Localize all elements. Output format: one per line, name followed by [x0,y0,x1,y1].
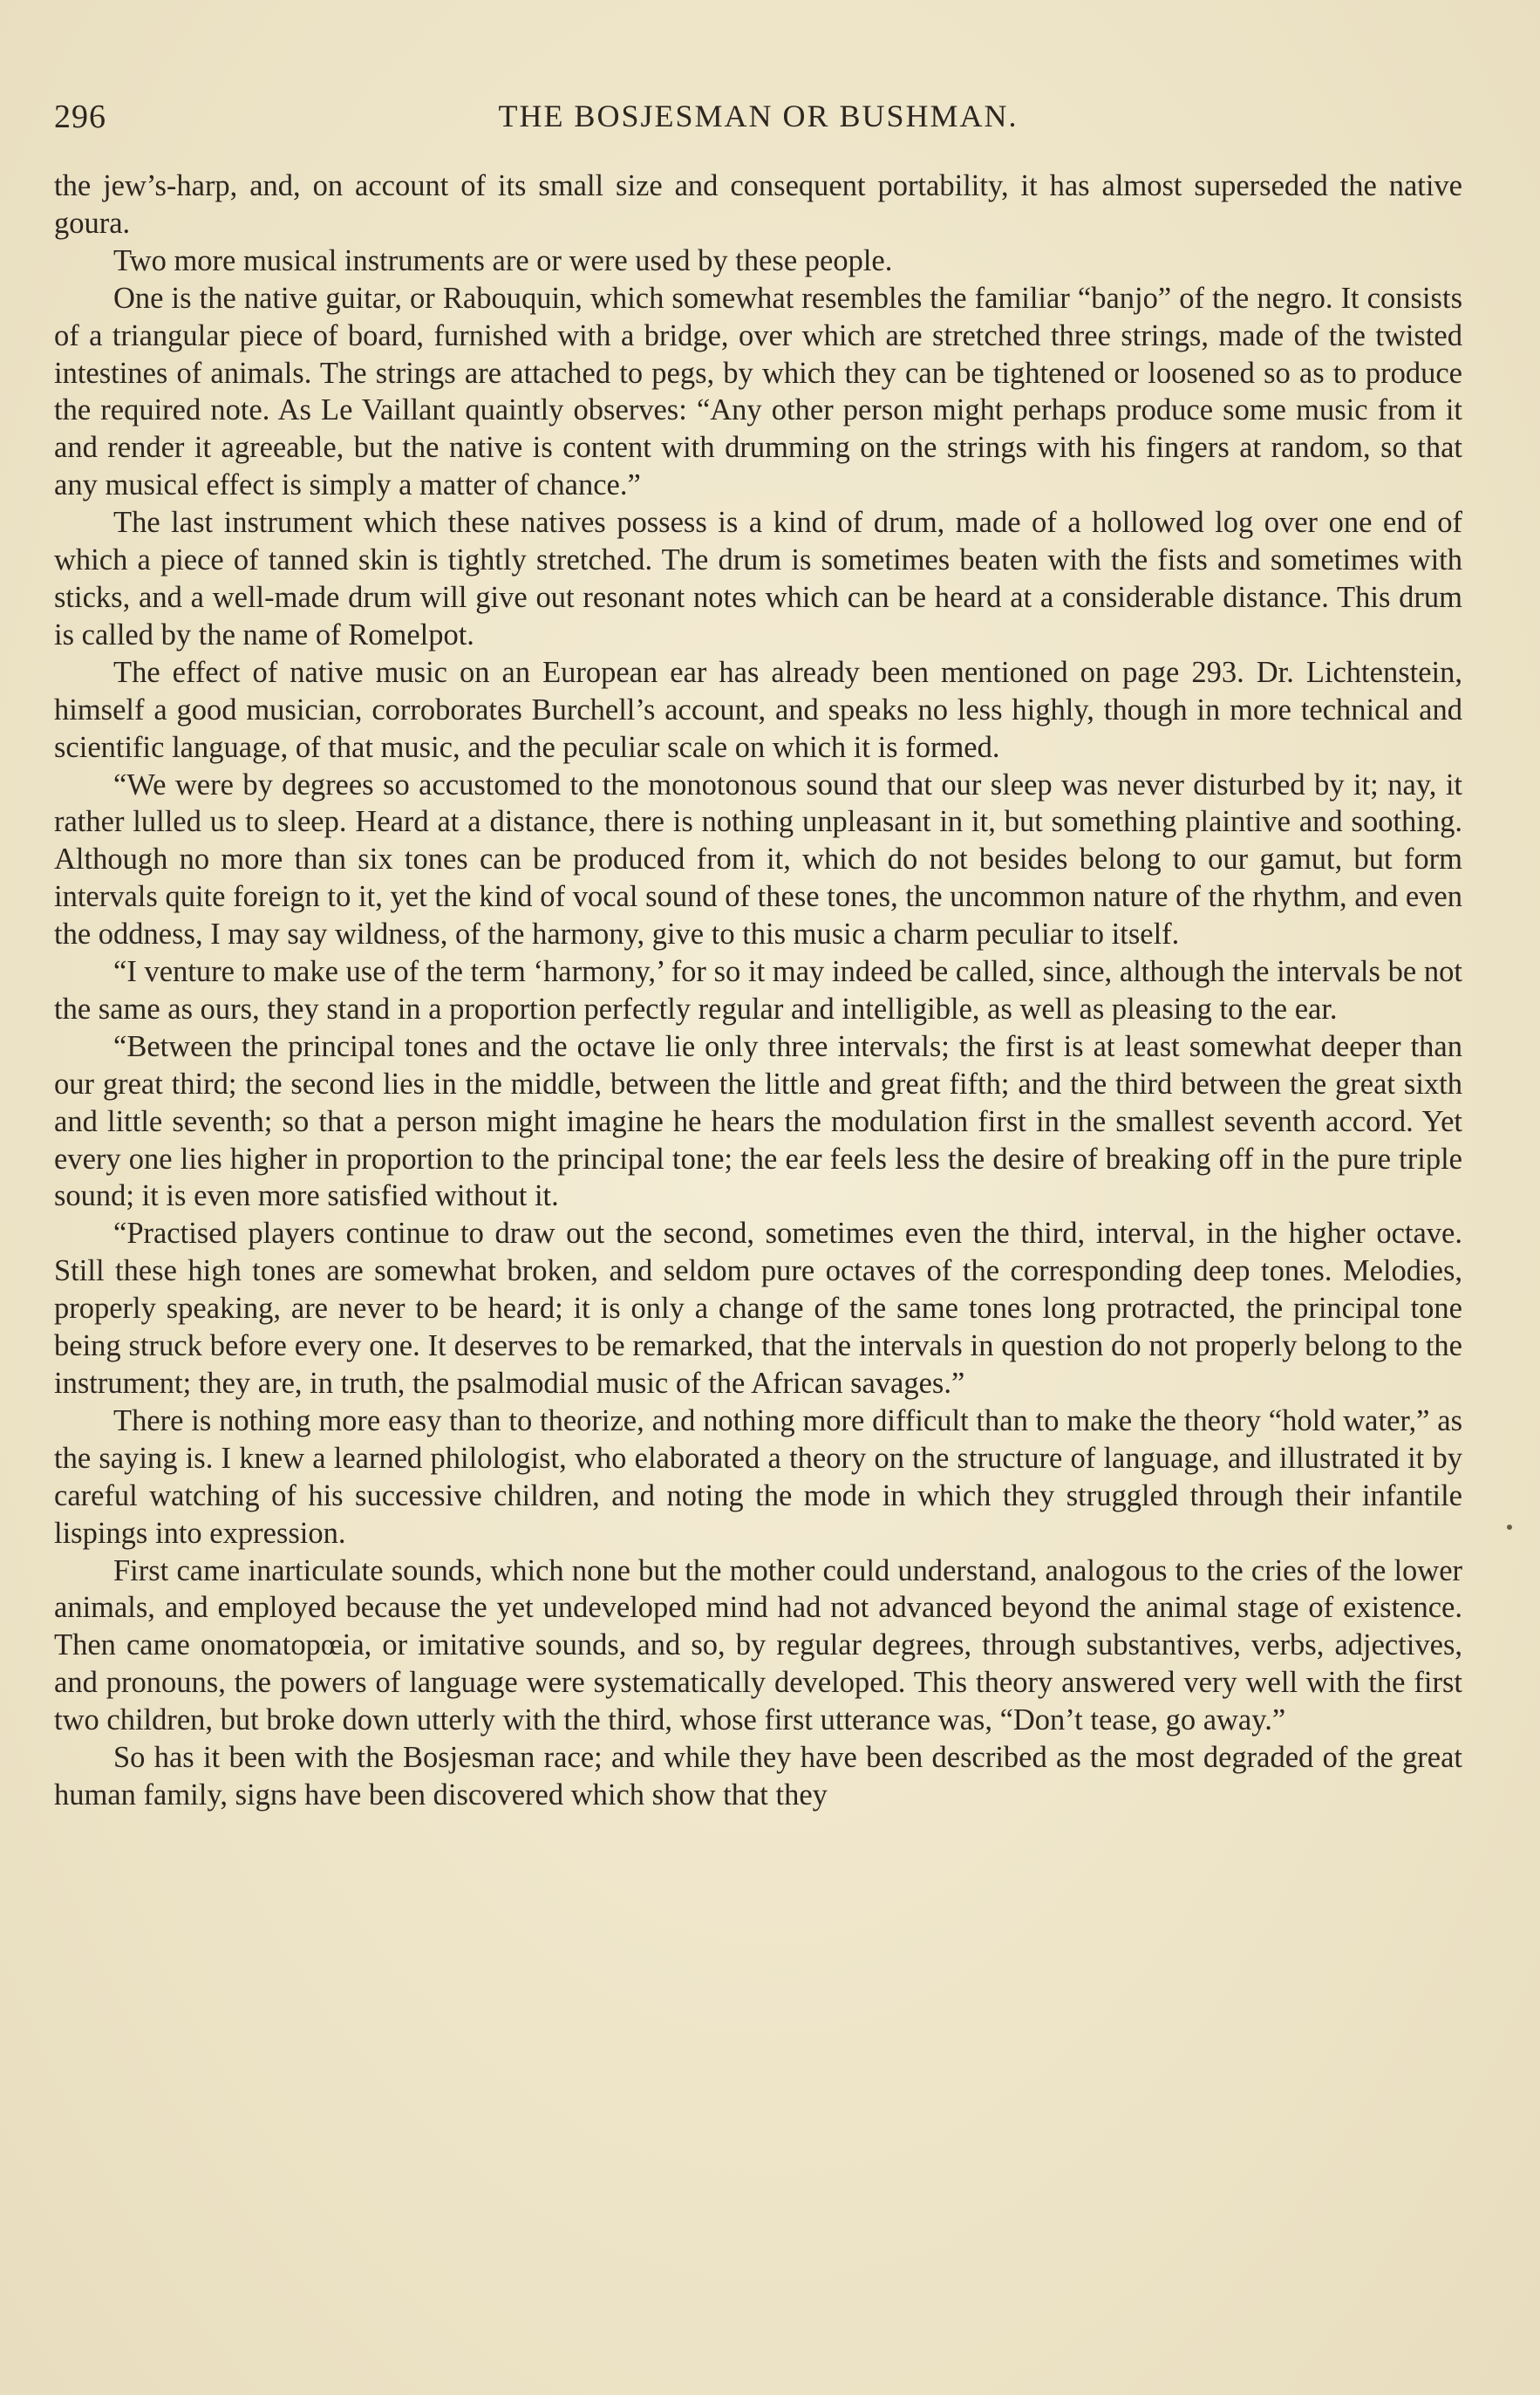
paragraph-two-instruments: Two more musical instruments are or were used by these people. [113,243,893,277]
running-head [54,94,1462,147]
paragraph-quote-harmony: “I venture to make use of the term ‘harmony,’ for so it may indeed be called, since, although the intervals be not the same as ours, they stand in a proportion perfectly regular and intelligible, as well as pleasing to the ear. [54,955,1462,1026]
paragraph-rabouquin: One is the native guitar, or Rabouquin, which somewhat resembles the familiar “banjo” of the negro. It consists of a triangular piece of board, furnished with a bridge, over which are stretched three strings, made of the twisted intestines of animals. The strings are attached to pegs, by which they can be tightened or loosened so as to produce the required note. As Le Vaillant quaintly observes: “Any other person might perhaps produce some music from it and render it agreeable, but the native is content with drumming on the strings with his fingers at random, so that any musical effect is simply a matter of chance.” [54,281,1462,502]
paragraph-theorize: There is nothing more easy than to theorize, and nothing more difficult than to make the theory “hold water,” as the saying is. I knew a learned philologist, who elaborated a theory on the structure of language, and illustrated it by careful watching of his successive children, and noting the mode in which they struggled through their infantile lispings into expression. [54,1403,1462,1550]
paragraph-romelpot: The last instrument which these natives possess is a kind of drum, made of a hollowed log over one end of which a piece of tanned skin is tightly stretched. The drum is sometimes beaten with the fists and sometimes with sticks, and a well-made drum will give out resonant notes which can be heard at a considerable distance. This drum is called by the name of Romelpot. [54,506,1462,652]
paragraph-inarticulate-sounds: First came inarticulate sounds, which none but the mother could understand, analogous to the cries of the lower animals, and employed because the yet undeveloped mind had not advanced beyond the animal stage of existence. Then came onomatopœia, or imitative sounds, and so, by regular degrees, through substantives, verbs, adjectives, and pronouns, the powers of language were systematically developed. This theory answered very well with the first two children, but broke down utterly with the third, whose first utterance was, “Don’t tease, go away.” [54,1553,1462,1737]
paragraph-quote-monotonous: “We were by degrees so accustomed to the monotonous sound that our sleep was never disturbed by it; nay, it rather lulled us to sleep. Heard at a distance, there is nothing unpleasant in it, but something plaintive and soothing. Although no more than six tones can be produced from it, which do not besides belong to our gamut, but form intervals quite foreign to it, yet the kind of vocal sound of these tones, the uncommon nature of the rhythm, and even the oddness, I may say wildness, of the harmony, give to this music a charm peculiar to itself. [54,768,1462,952]
paragraph-lichtenstein: The effect of native music on an European ear has already been mentioned on page 293. Dr. Lichtenstein, himself a good musician, corroborates Burchell’s account, and speaks no less highly, though in more technical and scientific language, of that music, and the peculiar scale on which it is formed. [54,655,1462,764]
paragraph-jews-harp: the jew’s-harp, and, on account of its small size and consequent portability, it has almost superseded the native goura. [54,169,1462,240]
page-number: 296 [54,99,106,135]
paper-speck [1507,1525,1512,1530]
paragraph-quote-intervals: “Between the principal tones and the octave lie only three intervals; the first is at least somewhat deeper than our great third; the second lies in the middle, between the little and great fifth; and the third between the great sixth and little seventh; so that a person might imagine he hears the modulation first in the smallest seventh accord. Yet every one lies higher in proportion to the principal tone; the ear feels less the desire of breaking off in the pure triple sound; it is even more satisfied without it. [54,1029,1462,1213]
paragraph-quote-practised-players: “Practised players continue to draw out the second, sometimes even the third, interval, in the higher octave. Still these high tones are somewhat broken, and seldom pure octaves of the corresponding deep tones. Melodies, properly speaking, are never to be heard; it is only a change of the same tones long protracted, the principal tone being struck before every one. It deserves to be remarked, that the intervals in question do not properly belong to the instrument; they are, in truth, the psalmodial music of the African savages.” [54,1217,1462,1400]
running-title: THE BOSJESMAN OR BUSHMAN. [498,99,1019,133]
body-text [54,167,1462,1814]
paragraph-bosjesman-race: So has it been with the Bosjesman race; and while they have been described as the most degraded of the great human family, signs have been discovered which show that they [54,1741,1462,1812]
